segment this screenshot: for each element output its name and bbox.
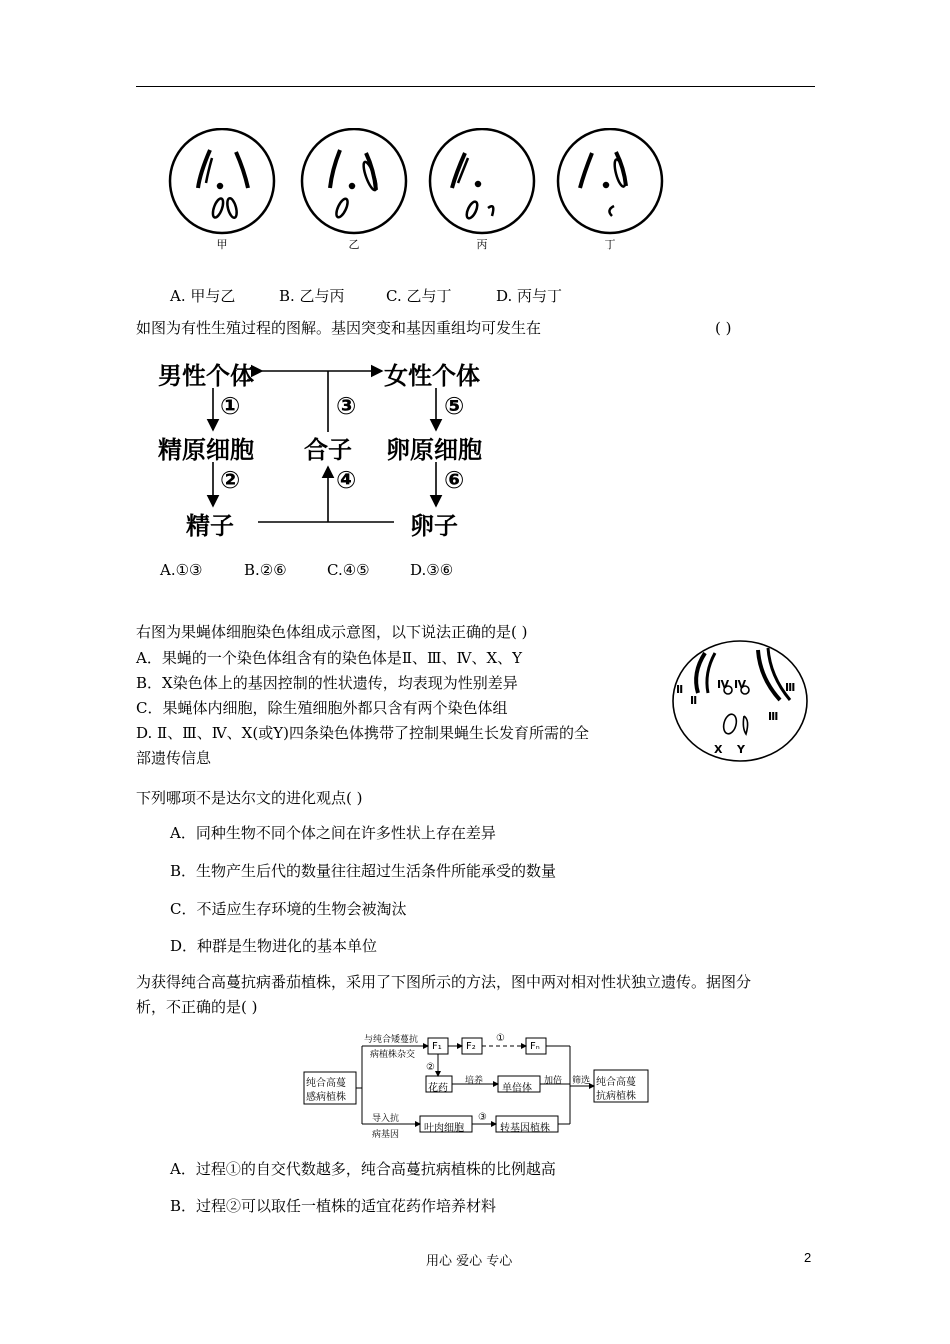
step-6: ⑥ — [444, 466, 465, 494]
cell-yi — [302, 129, 406, 233]
step-2: ② — [220, 466, 241, 494]
option-d: D．种群是生物进化的基本单位 — [170, 937, 378, 955]
node-sperm: 精子 — [186, 512, 234, 540]
step-5: ⑤ — [444, 392, 465, 420]
question-stem: 如图为有性生殖过程的图解。基因突变和基因重组均可发生在 — [136, 319, 542, 337]
box-mesophyll: 叶肉细胞 — [424, 1123, 464, 1134]
option-b: B．X染色体上的基因控制的性状遗传，均表现为性别差异 — [136, 674, 518, 692]
option-c: C. 乙与丁 — [386, 287, 452, 305]
end-box-line2: 抗病植株 — [596, 1091, 636, 1102]
step1-label: ① — [496, 1033, 505, 1044]
label-iii-bottom: Ⅲ — [768, 710, 779, 723]
option-c: C．不适应生存环境的生物会被淘汰 — [170, 900, 407, 918]
box-haploid: 单倍体 — [502, 1083, 532, 1094]
screening-label: 筛选 — [572, 1076, 591, 1086]
label-iv-right: Ⅳ — [734, 678, 747, 691]
cell-label: 丙 — [476, 238, 488, 251]
cell-ding — [558, 129, 662, 233]
box-transgenic: 转基因植株 — [500, 1123, 550, 1134]
option-a: A．果蝇的一个染色体组含有的染色体是Ⅱ、Ⅲ、Ⅳ、X、Y — [136, 649, 523, 667]
label-iii-top: Ⅲ — [785, 681, 796, 694]
question-stem: 下列哪项不是达尔文的进化观点( ) — [136, 789, 363, 807]
cross-label-line2: 病植株杂交 — [370, 1050, 416, 1060]
node-egg: 卵子 — [410, 512, 458, 540]
node-zygote: 合子 — [304, 436, 352, 464]
option-a: A．过程①的自交代数越多，纯合高蔓抗病植株的比例越高 — [170, 1160, 556, 1178]
option-c: C.④⑤ — [327, 561, 370, 579]
doubling-label: 加倍 — [544, 1076, 563, 1086]
step-4: ④ — [336, 466, 357, 494]
import-label-line2: 病基因 — [372, 1130, 400, 1140]
label-ii-bottom: Ⅱ — [690, 694, 698, 707]
node-egg-mother-cell: 卵原细胞 — [386, 436, 482, 464]
footer-motto: 用心 爱心 专心 — [426, 1254, 513, 1269]
question-stem-line1: 为获得纯合高蔓抗病番茄植株，采用了下图所示的方法，图中两对相对性状独立遗传。据图分 — [136, 973, 752, 991]
cell-label: 乙 — [348, 238, 360, 251]
option-d: D.③⑥ — [410, 561, 454, 579]
box-anther: 花药 — [428, 1083, 448, 1094]
option-a: A. 甲与乙 — [170, 287, 236, 305]
box-fn: Fₙ — [530, 1041, 540, 1052]
label-x: X — [714, 743, 723, 756]
option-c: C．果蝇体内细胞，除生殖细胞外都只含有两个染色体组 — [136, 699, 508, 717]
header-rule — [136, 86, 815, 87]
node-sperm-mother-cell: 精原细胞 — [158, 436, 254, 464]
question-stem-line2: 析，不正确的是( ) — [136, 998, 258, 1016]
question-stem: 右图为果蝇体细胞染色体组成示意图，以下说法正确的是( ) — [136, 623, 528, 641]
box-f2: F₂ — [466, 1041, 476, 1052]
step2-label: ② — [426, 1062, 435, 1073]
step-3: ③ — [336, 392, 357, 420]
import-label-line1: 导入抗 — [372, 1114, 400, 1124]
start-box-line1: 纯合高蔓 — [306, 1078, 346, 1089]
step3-label: ③ — [478, 1112, 487, 1123]
label-ii-top: Ⅱ — [676, 683, 684, 696]
page-number: 2 — [804, 1250, 812, 1265]
culture-label: 培养 — [465, 1076, 484, 1086]
cross-label-line1: 与纯合矮蔓抗 — [364, 1035, 419, 1045]
cell-label: 丁 — [604, 238, 616, 251]
option-b: B．过程②可以取任一植株的适宜花药作培养材料 — [170, 1197, 497, 1215]
step-1: ① — [220, 392, 241, 420]
option-d-continuation: 部遗传信息 — [136, 749, 212, 767]
cell-jia — [170, 129, 274, 233]
box-f1: F₁ — [432, 1041, 442, 1052]
label-y: Y — [737, 743, 745, 756]
option-d: D. 丙与丁 — [496, 287, 563, 305]
answer-bracket: ( ) — [715, 319, 732, 337]
cell-label: 甲 — [216, 238, 228, 251]
option-b: B. 乙与丙 — [279, 287, 345, 305]
option-a: A．同种生物不同个体之间在许多性状上存在差异 — [170, 824, 496, 842]
node-female: 女性个体 — [384, 362, 480, 390]
node-male: 男性个体 — [158, 362, 254, 390]
option-a: A.①③ — [160, 561, 203, 579]
option-b: B．生物产生后代的数量往往超过生活条件所能承受的数量 — [170, 862, 557, 880]
option-d: D. Ⅱ、Ⅲ、Ⅳ、X(或Y)四条染色体携带了控制果蝇生长发育所需的全 — [136, 724, 589, 742]
option-b: B.②⑥ — [244, 561, 287, 579]
end-box-line1: 纯合高蔓 — [596, 1077, 636, 1088]
cell-bing — [430, 129, 534, 233]
label-iv-left: Ⅳ — [717, 678, 730, 691]
start-box-line2: 感病植株 — [306, 1092, 346, 1103]
